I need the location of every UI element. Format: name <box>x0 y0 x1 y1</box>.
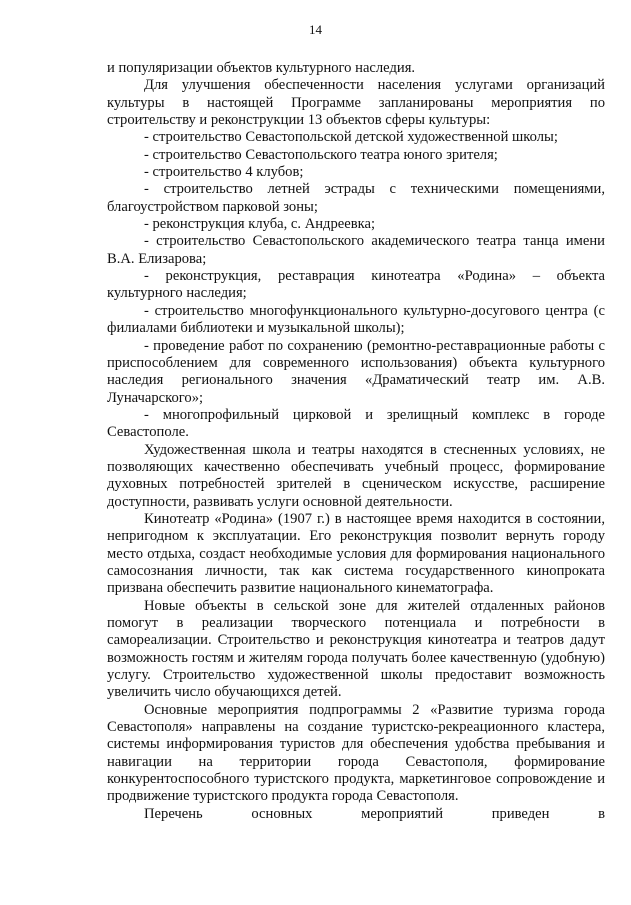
list-item-leisure-center: - строительство многофункционального культурно-досугового центра (с филиалами библиотеки и музыкальной школы); <box>107 302 605 337</box>
paragraph-list-reference: Перечень основных мероприятий приведен в <box>144 805 605 822</box>
paragraph-art-school-conditions: Художественная школа и театры находятся в стесненных условиях, не позволяющих качественно обеспечивать учебный процесс, формирование духовных потребностей зрителей в сценическом искусстве, расширение доступности, развивать услуги основной деятельности. <box>107 441 605 510</box>
paragraph-rural-objects: Новые объекты в сельской зоне для жителей отдаленных районов помогут в реализации творческого потенциала и потребности в самореализации. Строительство и реконструкция кинотеатра и театров дадут возможность гостям и жителям города получать более качественную (удобную) услугу. Строительство художественной школы предоставит возможность увеличить число обучающихся детей. <box>107 597 605 701</box>
paragraph-intro: и популяризации объектов культурного наследия. <box>107 60 416 76</box>
list-item-cinema-rodina: - реконструкция, реставрация кинотеатра «Родина» – объекта культурного наследия; <box>107 268 605 302</box>
list-item-drama-theatre: - проведение работ по сохранению (ремонтно-реставрационные работы с приспособлением для современного использования) объекта культурного наследия регионального значения «Драматический театр им. А.В. Луначарского»; <box>107 337 605 406</box>
paragraph-programme: Для улучшения обеспеченности населения услугами организаций культуры в настоящей Программе запланированы мероприятия по строительству и реконструкции 13 объектов сферы культуры: <box>107 77 605 129</box>
list-item-art-school: - строительство Севастопольской детской художественной школы; <box>144 129 558 146</box>
list-item-circus-complex: - многопрофильный цирковой и зрелищный комплекс в городе Севастополе. <box>107 406 605 441</box>
list-item-dance-theatre: - строительство Севастопольского академического театра танца имени В.А. Елизарова; <box>107 233 605 267</box>
paragraph-tourism-subprogram: Основные мероприятия подпрограммы 2 «Развитие туризма города Севастополя» направлены на создание туристско-рекреационного кластера, системы информирования туристов для обеспечения удобства пребывания и навигации на территории города Севастополя, формирование конкурентоспособного туристского продукта, маркетинговое сопровождение и продвижение туристского продукта города Севастополя. <box>107 701 605 805</box>
list-item-club-andreevka: - реконструкция клуба, с. Андреевка; <box>144 216 376 233</box>
list-item-youth-theatre: - строительство Севастопольского театра юного зрителя; <box>144 146 498 163</box>
page-number: 14 <box>309 22 322 37</box>
list-item-summer-stage: - строительство летней эстрады с техническими помещениями, благоустройством парковой зоны; <box>107 181 605 215</box>
document-body <box>107 60 605 823</box>
list-item-clubs: - строительство 4 клубов; <box>144 164 304 181</box>
paragraph-cinema-rodina: Кинотеатр «Родина» (1907 г.) в настоящее время находится в состоянии, непригодном к эксплуатации. Его реконструкция позволит вернуть городу место отдыха, создаст необходимые условия для формирования национального самосознания личности, так как система государственного кинопроката призвана обеспечить развитие национального кинематографа. <box>107 510 605 597</box>
